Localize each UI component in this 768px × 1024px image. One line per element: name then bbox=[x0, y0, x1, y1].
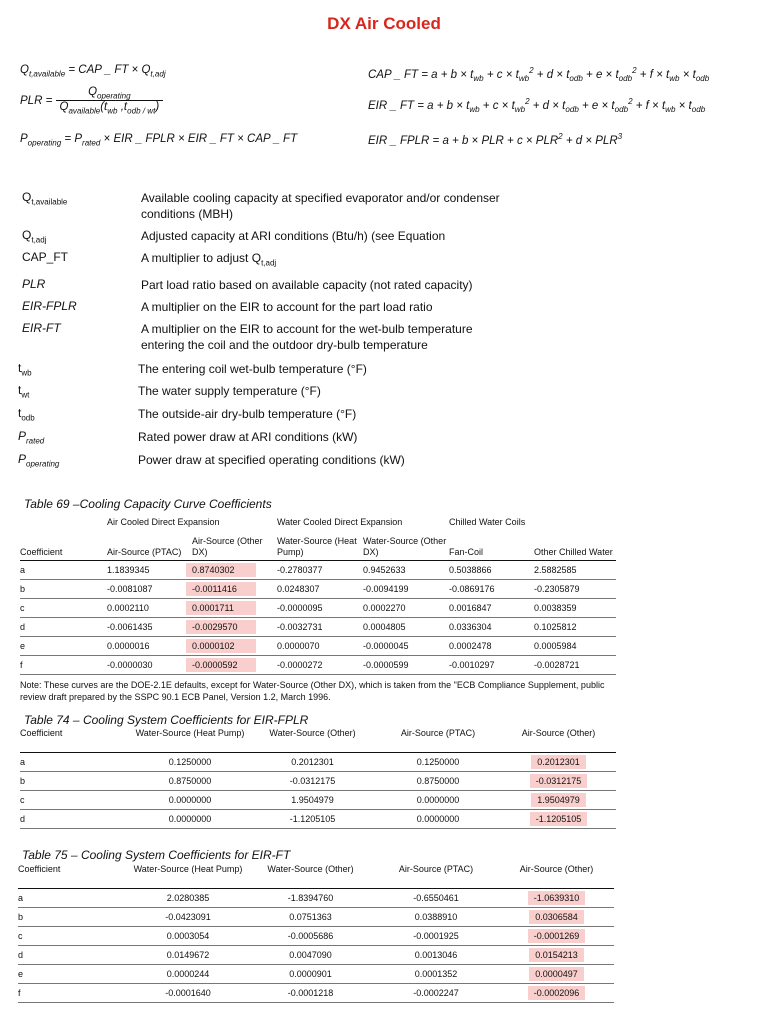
table-cell bbox=[499, 908, 614, 927]
row-coefficient: e bbox=[18, 965, 128, 984]
table74-col-header: Air-Source (Other) bbox=[501, 728, 616, 753]
page-title: DX Air Cooled bbox=[327, 14, 441, 33]
highlighted-value: 0.2012301 bbox=[531, 755, 586, 769]
table-cell: -0.0005686 bbox=[248, 927, 373, 946]
table-cell: 0.8750000 bbox=[375, 772, 501, 791]
table-cell bbox=[501, 753, 616, 772]
table75-col-header: Water-Source (Heat Pump) bbox=[128, 864, 248, 889]
table-cell: 0.0047090 bbox=[248, 946, 373, 965]
table69-group: Water Cooled Direct Expansion bbox=[277, 517, 403, 527]
table-cell: 0.0336304 bbox=[449, 618, 534, 637]
table-cell: -0.0000599 bbox=[363, 656, 449, 675]
table75 bbox=[18, 864, 614, 1003]
table-cell: -1.1205105 bbox=[250, 810, 375, 829]
table-cell: -0.6550461 bbox=[373, 889, 499, 908]
table-cell: 0.0000070 bbox=[277, 637, 363, 656]
table-cell: 0.9452633 bbox=[363, 561, 449, 580]
highlighted-value: 0.0001711 bbox=[186, 601, 256, 615]
table-cell: -0.2780377 bbox=[277, 561, 363, 580]
highlighted-value: -0.0000592 bbox=[186, 658, 256, 672]
table-cell bbox=[192, 561, 277, 580]
table69-col-header: Coefficient bbox=[20, 528, 107, 561]
table-cell: -0.0000045 bbox=[363, 637, 449, 656]
def-term-twt: $t_{wt}$ bbox=[18, 383, 30, 400]
table69-col-header: Air-Source (Other DX) bbox=[192, 528, 277, 561]
table75-col-header: Water-Source (Other) bbox=[248, 864, 373, 889]
table-cell: -0.0312175 bbox=[250, 772, 375, 791]
def-term-qt-available: $Q_{t,available}$ bbox=[22, 190, 68, 207]
table-cell: 0.0005984 bbox=[534, 637, 616, 656]
def-desc: Power draw at specified operating conditions (kW) bbox=[138, 453, 405, 467]
table-cell: 0.0000016 bbox=[107, 637, 192, 656]
def-desc: The entering coil wet-bulb temperature (°F) bbox=[138, 362, 367, 376]
table-cell bbox=[192, 637, 277, 656]
def-term: CAP_FT bbox=[22, 250, 69, 264]
highlighted-value: -0.0002096 bbox=[528, 986, 586, 1000]
table74-col-header: Air-Source (PTAC) bbox=[375, 728, 501, 753]
table-row bbox=[18, 946, 614, 965]
def-desc: The water supply temperature (°F) bbox=[138, 384, 321, 398]
table-cell: 0.0000000 bbox=[130, 810, 250, 829]
table-row bbox=[20, 791, 616, 810]
highlighted-value: -0.0312175 bbox=[530, 774, 588, 788]
highlighted-value: -0.0029570 bbox=[186, 620, 256, 634]
table-cell: 0.1250000 bbox=[375, 753, 501, 772]
table-cell: 0.0002270 bbox=[363, 599, 449, 618]
def-desc: Adjusted capacity at ARI conditions (Btu/h) (see Equation bbox=[141, 229, 446, 243]
table-cell: -0.0061435 bbox=[107, 618, 192, 637]
def-term: EIR-FPLR bbox=[22, 299, 77, 313]
table-row bbox=[20, 810, 616, 829]
table75-col-header: Air-Source (PTAC) bbox=[373, 864, 499, 889]
def-term-twb: $t_{wb}$ bbox=[18, 361, 32, 378]
def-term: PLR bbox=[22, 277, 46, 291]
table-row bbox=[20, 580, 616, 599]
equation-eir-fplr: EIR _ FPLR = a + b × PLR + $c \times PLR^2 + d \times PLR^3$ bbox=[368, 132, 623, 147]
table-cell: 0.0000901 bbox=[248, 965, 373, 984]
table74-col-header: Water-Source (Other) bbox=[250, 728, 375, 753]
table-cell: 1.1839345 bbox=[107, 561, 192, 580]
row-coefficient: d bbox=[20, 810, 130, 829]
def-term-prated: $P_{rated}$ bbox=[18, 429, 45, 446]
table75-col-header: Air-Source (Other) bbox=[499, 864, 614, 889]
row-coefficient: c bbox=[20, 599, 107, 618]
table-cell: 1.9504979 bbox=[250, 791, 375, 810]
table-cell: -0.0001925 bbox=[373, 927, 499, 946]
table-row bbox=[20, 656, 616, 675]
table-cell: 0.8750000 bbox=[130, 772, 250, 791]
table-cell: 0.0149672 bbox=[128, 946, 248, 965]
equation-p-operating: $P_{operating} = P_{rated}$ × EIR _ FPLR × EIR _ FT × CAP _ FT bbox=[20, 133, 298, 148]
table75-title: Table 75 – Cooling System Coefficients for EIR-FT bbox=[22, 848, 291, 862]
table-cell: -0.0010297 bbox=[449, 656, 534, 675]
table-cell: 2.5882585 bbox=[534, 561, 616, 580]
table-cell bbox=[501, 810, 616, 829]
table-cell: -0.0001640 bbox=[128, 984, 248, 1003]
table-row bbox=[20, 599, 616, 618]
table-cell: -0.0001218 bbox=[248, 984, 373, 1003]
table69-note: Note: These curves are the DOE-2.1E defaults, except for Water-Source (Other DX), which is taken from the "ECB Compliance Supplement, public review draft prepared by the SSPC 90.1 ECB Panel, Version 1.2, March 1996. bbox=[20, 680, 605, 702]
table-cell: 0.0001352 bbox=[373, 965, 499, 984]
table-cell: -0.0000272 bbox=[277, 656, 363, 675]
table-cell bbox=[501, 772, 616, 791]
row-coefficient: b bbox=[18, 908, 128, 927]
table-row bbox=[18, 965, 614, 984]
table69-col-header: Water-Source (Heat Pump) bbox=[277, 528, 363, 561]
table-cell: 0.0004805 bbox=[363, 618, 449, 637]
row-coefficient: d bbox=[18, 946, 128, 965]
table-row bbox=[18, 908, 614, 927]
equation-cap-ft: CAP _ FT = $a + b \times t_{wb} + c \times t_{wb}^2 + d \times t_{odb} + e \times t_{odb}^2 + f \times t_{wb} \times t_{odb}$ bbox=[368, 66, 710, 84]
table75-col-header: Coefficient bbox=[18, 864, 128, 889]
row-coefficient: f bbox=[20, 656, 107, 675]
def-term-poperating: $P_{operating}$ bbox=[18, 452, 60, 469]
table-cell: -0.0032731 bbox=[277, 618, 363, 637]
highlighted-value: 0.0000102 bbox=[186, 639, 256, 653]
table-cell: 0.1250000 bbox=[130, 753, 250, 772]
def-desc: Available cooling capacity at specified evaporator and/or condenser conditions (MBH) bbox=[141, 191, 500, 221]
table-cell: -0.0423091 bbox=[128, 908, 248, 927]
table69-title: Table 69 –Cooling Capacity Curve Coefficients bbox=[24, 497, 272, 511]
table-row bbox=[20, 637, 616, 656]
highlighted-value: -0.0001269 bbox=[528, 929, 586, 943]
def-term-qt-adj: $Q_{t,adj}$ bbox=[22, 228, 47, 245]
row-coefficient: a bbox=[20, 753, 130, 772]
table-cell bbox=[192, 618, 277, 637]
equation-plr: PLR = $\frac{Q_{operating}}{Q_{available}(t_{wb} ,t_{odb / wt})}$ bbox=[20, 86, 163, 116]
table-cell: 0.0000244 bbox=[128, 965, 248, 984]
table-cell: 0.5038866 bbox=[449, 561, 534, 580]
table69-group: Chilled Water Coils bbox=[449, 517, 526, 527]
highlighted-value: 0.0306584 bbox=[529, 910, 584, 924]
table-cell: 0.0002110 bbox=[107, 599, 192, 618]
table-cell: 0.2012301 bbox=[250, 753, 375, 772]
def-term-todb: $t_{odb}$ bbox=[18, 406, 35, 423]
table-cell: 0.0013046 bbox=[373, 946, 499, 965]
table-cell bbox=[499, 965, 614, 984]
table69-col-header: Other Chilled Water bbox=[534, 528, 616, 561]
row-coefficient: b bbox=[20, 580, 107, 599]
table-cell: 0.0751363 bbox=[248, 908, 373, 927]
table-cell bbox=[192, 599, 277, 618]
def-desc: A multiplier on the EIR to account for the part load ratio bbox=[141, 300, 433, 314]
highlighted-value: 0.8740302 bbox=[186, 563, 256, 577]
table-cell: -0.0028721 bbox=[534, 656, 616, 675]
table74-col-header: Water-Source (Heat Pump) bbox=[130, 728, 250, 753]
table74-col-header: Coefficient bbox=[20, 728, 130, 753]
table-row bbox=[18, 927, 614, 946]
table-cell bbox=[499, 889, 614, 908]
equation-eir-ft: EIR _ FT = $a + b \times t_{wb} + c \times t_{wb}^2 + d \times t_{odb} + e \times t_{odb}^2 + f \times t_{wb} \times t_{odb}$ bbox=[368, 97, 706, 115]
table74-title: Table 74 – Cooling System Coefficients for EIR-FPLR bbox=[24, 713, 309, 727]
row-coefficient: d bbox=[20, 618, 107, 637]
table-cell: -0.2305879 bbox=[534, 580, 616, 599]
def-term: EIR-FT bbox=[22, 321, 61, 335]
row-coefficient: a bbox=[20, 561, 107, 580]
table69-group: Air Cooled Direct Expansion bbox=[107, 517, 220, 527]
table-cell: -0.0000030 bbox=[107, 656, 192, 675]
table-cell: 0.0016847 bbox=[449, 599, 534, 618]
table-cell bbox=[499, 946, 614, 965]
table-row bbox=[18, 889, 614, 908]
table-cell bbox=[501, 791, 616, 810]
highlighted-value: -1.1205105 bbox=[530, 812, 588, 826]
table74 bbox=[20, 728, 616, 829]
row-coefficient: c bbox=[18, 927, 128, 946]
def-desc: A multiplier on the EIR to account for the wet-bulb temperature entering the coil and the outdoor dry-bulb temperature bbox=[141, 322, 473, 352]
table-row bbox=[20, 753, 616, 772]
table-row bbox=[20, 618, 616, 637]
table-cell bbox=[499, 927, 614, 946]
table-cell: -0.0000095 bbox=[277, 599, 363, 618]
table-cell: 0.0000000 bbox=[375, 791, 501, 810]
table-cell: 0.0000000 bbox=[130, 791, 250, 810]
row-coefficient: b bbox=[20, 772, 130, 791]
table-cell: 0.0038359 bbox=[534, 599, 616, 618]
equation-q-available: $Q_{t,available}$ = CAP _ FT × $Q_{t,adj}$ bbox=[20, 64, 166, 79]
highlighted-value: 0.0000497 bbox=[529, 967, 584, 981]
table-cell: 0.0002478 bbox=[449, 637, 534, 656]
table-cell: 0.1025812 bbox=[534, 618, 616, 637]
highlighted-value: 0.0154213 bbox=[529, 948, 584, 962]
row-coefficient: f bbox=[18, 984, 128, 1003]
highlighted-value: -1.0639310 bbox=[528, 891, 586, 905]
table-cell bbox=[192, 656, 277, 675]
table-cell: -0.0081087 bbox=[107, 580, 192, 599]
table-cell: 0.0000000 bbox=[375, 810, 501, 829]
table-cell: 0.0003054 bbox=[128, 927, 248, 946]
row-coefficient: e bbox=[20, 637, 107, 656]
table69 bbox=[20, 514, 616, 703]
table-cell bbox=[499, 984, 614, 1003]
table-row bbox=[20, 561, 616, 580]
table-cell bbox=[192, 580, 277, 599]
table-cell: -0.0094199 bbox=[363, 580, 449, 599]
table-row bbox=[20, 772, 616, 791]
def-desc-cap-ft: A multiplier to adjust $Q_{t,adj}$ bbox=[141, 251, 277, 268]
table-cell: -1.8394760 bbox=[248, 889, 373, 908]
table-cell: -0.0869176 bbox=[449, 580, 534, 599]
def-desc: Rated power draw at ARI conditions (kW) bbox=[138, 430, 358, 444]
table-cell: -0.0002247 bbox=[373, 984, 499, 1003]
table-row bbox=[18, 984, 614, 1003]
def-desc: The outside-air dry-bulb temperature (°F) bbox=[138, 407, 357, 421]
table-cell: 2.0280385 bbox=[128, 889, 248, 908]
def-desc: Part load ratio based on available capacity (not rated capacity) bbox=[141, 278, 473, 292]
table-cell: 0.0388910 bbox=[373, 908, 499, 927]
table69-col-header: Water-Source (Other DX) bbox=[363, 528, 449, 561]
table-cell: 0.0248307 bbox=[277, 580, 363, 599]
highlighted-value: -0.0011416 bbox=[186, 582, 256, 596]
table69-col-header: Fan-Coil bbox=[449, 528, 534, 561]
highlighted-value: 1.9504979 bbox=[531, 793, 586, 807]
row-coefficient: a bbox=[18, 889, 128, 908]
table69-col-header: Air-Source (PTAC) bbox=[107, 528, 192, 561]
row-coefficient: c bbox=[20, 791, 130, 810]
